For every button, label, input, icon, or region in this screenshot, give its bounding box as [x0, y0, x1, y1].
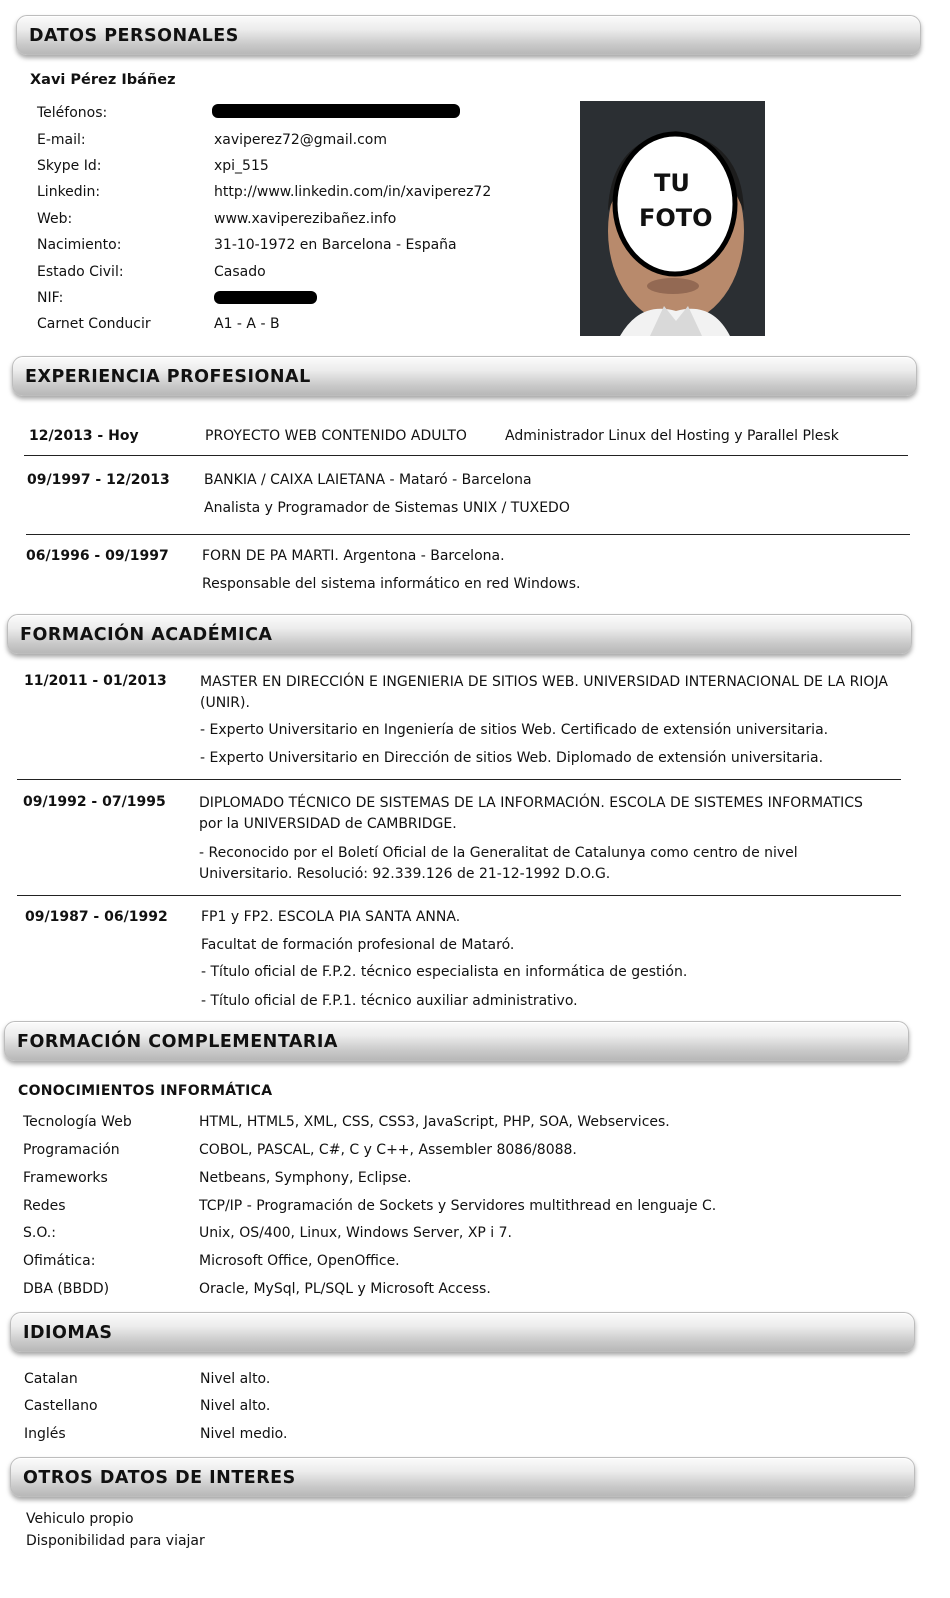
skill-value: Netbeans, Symphony, Eclipse.	[199, 1170, 412, 1186]
field-label: Nacimiento:	[37, 237, 122, 253]
education-title: FP1 y FP2. ESCOLA PIA SANTA ANNA.	[201, 909, 461, 925]
language-level: Nivel medio.	[200, 1426, 288, 1442]
language-level: Nivel alto.	[200, 1371, 271, 1387]
profile-photo	[580, 101, 765, 336]
skill-value: Microsoft Office, OpenOffice.	[199, 1253, 400, 1269]
field-label: Linkedin:	[37, 184, 101, 200]
other-item: Disponibilidad para viajar	[26, 1533, 205, 1549]
subsection-title: CONOCIMIENTOS INFORMÁTICA	[18, 1083, 273, 1099]
experience-dates: 09/1997 - 12/2013	[27, 472, 170, 488]
language-level: Nivel alto.	[200, 1398, 271, 1414]
skill-label: DBA (BBDD)	[23, 1281, 110, 1297]
education-detail: Facultat de formación profesional de Mataró.	[201, 937, 515, 953]
birth-value: 31-10-1972 en Barcelona - España	[214, 237, 457, 253]
field-label: E-mail:	[37, 132, 86, 148]
skill-label: Programación	[23, 1142, 120, 1158]
skill-label: Frameworks	[23, 1170, 108, 1186]
divider	[24, 455, 908, 456]
section-title: DATOS PERSONALES	[29, 26, 239, 46]
divider	[17, 895, 901, 896]
redacted-phone	[212, 104, 460, 118]
experience-dates: 12/2013 - Hoy	[29, 428, 139, 444]
skill-label: S.O.:	[23, 1225, 56, 1241]
skype-value: xpi_515	[214, 158, 269, 174]
education-title: MASTER EN DIRECCIÓN E INGENIERIA DE SITIOS WEB. UNIVERSIDAD INTERNACIONAL DE LA RIOJA (UNIR).	[200, 674, 888, 711]
education-detail: - Experto Universitario en Ingeniería de sitios Web. Certificado de extensión universitaria.	[200, 722, 829, 738]
education-dates: 09/1987 - 06/1992	[25, 909, 168, 925]
education-detail: - Título oficial de F.P.1. técnico auxiliar administrativo.	[201, 993, 578, 1009]
experience-dates: 06/1996 - 09/1997	[26, 548, 169, 564]
field-label: Estado Civil:	[37, 264, 124, 280]
section-title: EXPERIENCIA PROFESIONAL	[25, 367, 311, 387]
section-header-personal	[16, 15, 921, 55]
civil-status-value: Casado	[214, 264, 266, 280]
section-header-complementary	[4, 1021, 909, 1061]
experience-company: BANKIA / CAIXA LAIETANA - Mataró - Barcelona	[204, 472, 532, 488]
language-label: Castellano	[24, 1398, 98, 1414]
photo-label-line1: TU	[654, 169, 690, 197]
field-label: Teléfonos:	[37, 105, 108, 121]
skill-value: Oracle, MySql, PL/SQL y Microsoft Access.	[199, 1281, 491, 1297]
section-header-experience	[12, 356, 917, 396]
redacted-nif	[214, 291, 317, 304]
experience-company: FORN DE PA MARTI. Argentona - Barcelona.	[202, 548, 505, 564]
experience-role: Administrador Linux del Hosting y Parallel Plesk	[505, 428, 839, 444]
field-label: Carnet Conducir	[37, 316, 151, 332]
section-title: IDIOMAS	[23, 1323, 113, 1343]
web-value: www.xaviperezibañez.info	[214, 211, 397, 227]
education-detail: - Experto Universitario en Dirección de sitios Web. Diplomado de extensión universitaria.	[200, 750, 824, 766]
section-title: OTROS DATOS DE INTERES	[23, 1468, 296, 1488]
other-item: Vehiculo propio	[26, 1511, 134, 1527]
education-title: DIPLOMADO TÉCNICO DE SISTEMAS DE LA INFORMACIÓN. ESCOLA DE SISTEMES INFORMATICS por la UNIVERSIDAD de CAMBRIDGE.	[199, 795, 863, 832]
section-header-education	[7, 614, 912, 654]
divider	[26, 534, 910, 535]
section-title: FORMACIÓN ACADÉMICA	[20, 625, 273, 645]
language-label: Catalan	[24, 1371, 78, 1387]
language-label: Inglés	[24, 1426, 66, 1442]
experience-company: PROYECTO WEB CONTENIDO ADULTO	[205, 428, 467, 444]
license-value: A1 - A - B	[214, 316, 280, 332]
education-dates: 09/1992 - 07/1995	[23, 794, 166, 810]
email-value: xaviperez72@gmail.com	[214, 132, 387, 148]
skill-label: Ofimática:	[23, 1253, 96, 1269]
section-header-other	[10, 1457, 915, 1497]
education-detail: - Título oficial de F.P.2. técnico especialista en informática de gestión.	[201, 964, 688, 980]
section-header-languages	[10, 1312, 915, 1352]
linkedin-value: http://www.linkedin.com/in/xaviperez72	[214, 184, 492, 200]
field-label: Skype Id:	[37, 158, 102, 174]
divider	[17, 779, 901, 780]
education-detail: - Reconocido por el Boletí Oficial de la Generalitat de Catalunya como centro de nivel Universitario. Resolució: 92.339.126 de 21-12-1992 D.O.G.	[199, 845, 798, 882]
skill-label: Tecnología Web	[23, 1114, 132, 1130]
experience-role: Responsable del sistema informático en red Windows.	[202, 576, 581, 592]
photo-label-line2: FOTO	[639, 204, 713, 232]
field-label: NIF:	[37, 290, 64, 306]
field-label: Web:	[37, 211, 73, 227]
section-title: FORMACIÓN COMPLEMENTARIA	[17, 1032, 338, 1052]
person-name: Xavi Pérez Ibáñez	[30, 72, 176, 88]
skill-value: Unix, OS/400, Linux, Windows Server, XP i 7.	[199, 1225, 512, 1241]
skill-value: COBOL, PASCAL, C#, C y C++, Assembler 8086/8088.	[199, 1142, 577, 1158]
skill-label: Redes	[23, 1198, 66, 1214]
skill-value: HTML, HTML5, XML, CSS, CSS3, JavaScript, PHP, SOA, Webservices.	[199, 1114, 670, 1130]
skill-value: TCP/IP - Programación de Sockets y Servidores multithread en lenguaje C.	[199, 1198, 717, 1214]
experience-role: Analista y Programador de Sistemas UNIX / TUXEDO	[204, 500, 570, 516]
education-dates: 11/2011 - 01/2013	[24, 673, 167, 689]
